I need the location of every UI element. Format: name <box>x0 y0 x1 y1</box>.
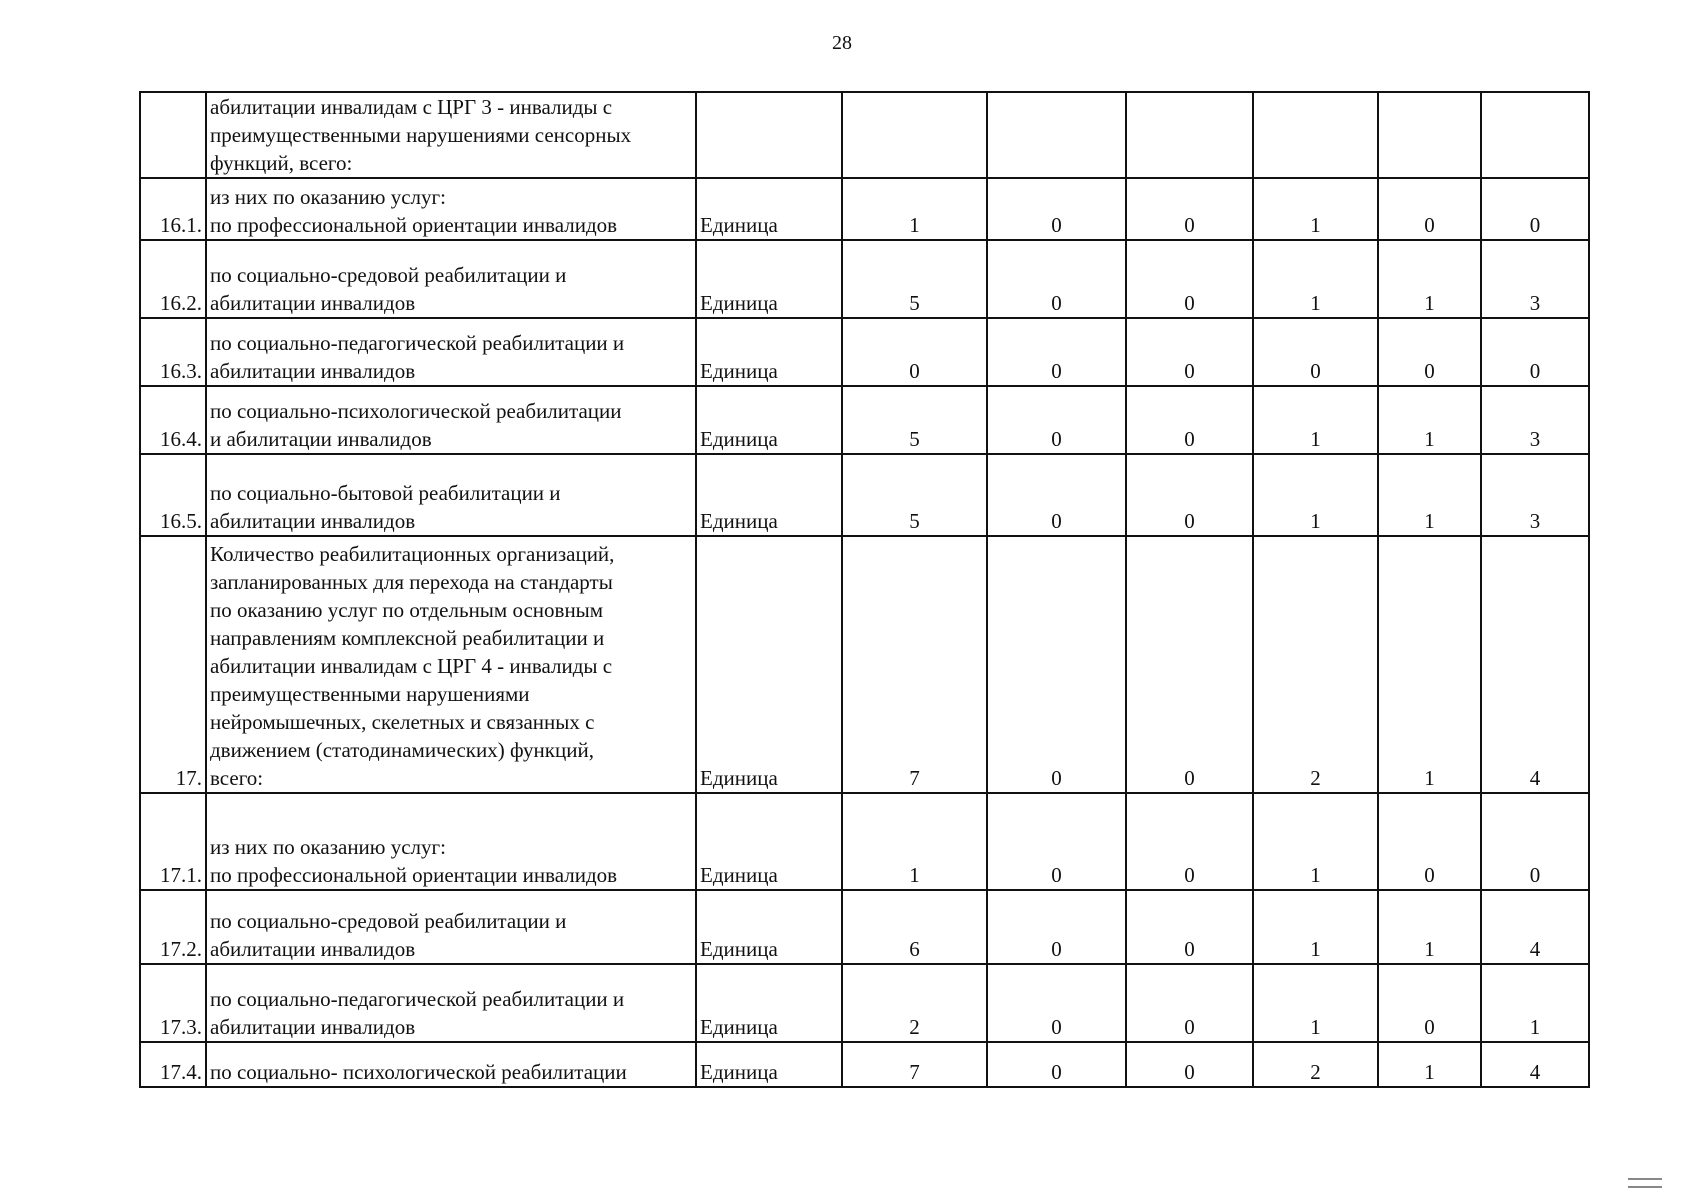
row-number: 16.5. <box>140 454 206 536</box>
description-line: функций, всего: <box>210 151 353 175</box>
row-number: 16.2. <box>140 240 206 318</box>
value-cell-4: 1 <box>1253 454 1378 536</box>
row-number: 16.1. <box>140 178 206 240</box>
row-unit: Единица <box>696 318 842 386</box>
value-cell-2: 0 <box>987 240 1126 318</box>
description-line: и абилитации инвалидов <box>210 427 432 451</box>
row-description <box>206 454 696 536</box>
row-unit: Единица <box>696 240 842 318</box>
description-line: абилитации инвалидов <box>210 1015 416 1039</box>
value-cell-6: 4 <box>1481 1042 1589 1087</box>
row-number: 17.1. <box>140 793 206 890</box>
description-line: по профессиональной ориентации инвалидов <box>210 213 618 237</box>
description-line: по социально-бытовой реабилитации и <box>210 481 561 505</box>
value-cell-6: 0 <box>1481 318 1589 386</box>
value-cell-2 <box>987 92 1126 178</box>
value-cell-5: 0 <box>1378 793 1481 890</box>
description-line: по социально- психологической реабилитации <box>210 1060 627 1084</box>
value-cell-5: 0 <box>1378 178 1481 240</box>
description-line: по социально-средовой реабилитации и <box>210 909 567 933</box>
row-number: 17.4. <box>140 1042 206 1087</box>
description-line: абилитации инвалидам с ЦРГ 4 - инвалиды с <box>210 654 613 678</box>
table-row <box>140 386 1589 454</box>
value-cell-1: 7 <box>842 1042 987 1087</box>
value-cell-4: 1 <box>1253 964 1378 1042</box>
value-cell-6: 3 <box>1481 454 1589 536</box>
value-cell-3: 0 <box>1126 454 1253 536</box>
value-cell-4 <box>1253 92 1378 178</box>
value-cell-3: 0 <box>1126 240 1253 318</box>
value-cell-2: 0 <box>987 454 1126 536</box>
value-cell-6: 0 <box>1481 178 1589 240</box>
row-description <box>206 92 696 178</box>
value-cell-1: 5 <box>842 454 987 536</box>
description-line: абилитации инвалидов <box>210 509 416 533</box>
value-cell-4: 2 <box>1253 1042 1378 1087</box>
description-line: по оказанию услуг по отдельным основным <box>210 598 604 622</box>
description-line: абилитации инвалидов <box>210 291 416 315</box>
row-unit: Единица <box>696 1042 842 1087</box>
value-cell-5: 1 <box>1378 386 1481 454</box>
value-cell-6: 0 <box>1481 793 1589 890</box>
row-number: 17.2. <box>140 890 206 964</box>
value-cell-3: 0 <box>1126 178 1253 240</box>
page-number: 28 <box>832 32 852 54</box>
value-cell-4: 2 <box>1253 536 1378 793</box>
value-cell-3: 0 <box>1126 793 1253 890</box>
description-line: направлениям комплексной реабилитации и <box>210 626 605 650</box>
value-cell-3: 0 <box>1126 318 1253 386</box>
value-cell-5: 1 <box>1378 1042 1481 1087</box>
row-description <box>206 1042 696 1087</box>
row-number: 17.3. <box>140 964 206 1042</box>
value-cell-2: 0 <box>987 178 1126 240</box>
description-line: по социально-психологической реабилитации <box>210 399 622 423</box>
value-cell-2: 0 <box>987 964 1126 1042</box>
value-cell-5: 1 <box>1378 240 1481 318</box>
table-row <box>140 240 1589 318</box>
value-cell-5: 1 <box>1378 890 1481 964</box>
row-unit: Единица <box>696 793 842 890</box>
description-line: запланированных для перехода на стандарты <box>210 570 613 594</box>
row-unit: Единица <box>696 386 842 454</box>
description-line: Количество реабилитационных организаций, <box>210 542 615 566</box>
row-unit: Единица <box>696 890 842 964</box>
value-cell-1: 5 <box>842 386 987 454</box>
description-line: преимущественными нарушениями сенсорных <box>210 123 632 147</box>
table-row <box>140 964 1589 1042</box>
row-description <box>206 793 696 890</box>
description-line: всего: <box>210 766 264 790</box>
value-cell-5: 0 <box>1378 964 1481 1042</box>
description-line: по социально-средовой реабилитации и <box>210 263 567 287</box>
value-cell-1: 5 <box>842 240 987 318</box>
row-description <box>206 178 696 240</box>
table-row <box>140 92 1589 178</box>
description-line: абилитации инвалидов <box>210 359 416 383</box>
value-cell-6: 3 <box>1481 386 1589 454</box>
value-cell-5 <box>1378 92 1481 178</box>
description-line: движением (статодинамических) функций, <box>210 738 594 762</box>
table-row <box>140 536 1589 793</box>
value-cell-6: 3 <box>1481 240 1589 318</box>
row-description <box>206 240 696 318</box>
table-row <box>140 454 1589 536</box>
value-cell-2: 0 <box>987 890 1126 964</box>
value-cell-3: 0 <box>1126 536 1253 793</box>
value-cell-3: 0 <box>1126 964 1253 1042</box>
description-line: по профессиональной ориентации инвалидов <box>210 863 618 887</box>
description-line: нейромышечных, скелетных и связанных с <box>210 710 595 734</box>
row-unit: Единица <box>696 454 842 536</box>
value-cell-5: 1 <box>1378 536 1481 793</box>
table-row <box>140 318 1589 386</box>
value-cell-6: 1 <box>1481 964 1589 1042</box>
value-cell-1: 1 <box>842 178 987 240</box>
description-line: из них по оказанию услуг: <box>210 185 446 209</box>
value-cell-1: 6 <box>842 890 987 964</box>
description-line: преимущественными нарушениями <box>210 682 530 706</box>
row-unit: Единица <box>696 178 842 240</box>
value-cell-3 <box>1126 92 1253 178</box>
description-line: из них по оказанию услуг: <box>210 835 446 859</box>
value-cell-4: 1 <box>1253 890 1378 964</box>
value-cell-2: 0 <box>987 318 1126 386</box>
description-line: по социально-педагогической реабилитации и <box>210 331 625 355</box>
row-description <box>206 890 696 964</box>
value-cell-3: 0 <box>1126 1042 1253 1087</box>
table-body <box>140 92 1589 1087</box>
value-cell-1: 1 <box>842 793 987 890</box>
value-cell-1: 0 <box>842 318 987 386</box>
scan-corner-mark <box>1628 1178 1662 1188</box>
value-cell-2: 0 <box>987 1042 1126 1087</box>
row-number: 16.4. <box>140 386 206 454</box>
value-cell-4: 1 <box>1253 240 1378 318</box>
row-unit: Единица <box>696 536 842 793</box>
row-unit <box>696 92 842 178</box>
value-cell-3: 0 <box>1126 386 1253 454</box>
row-unit: Единица <box>696 964 842 1042</box>
value-cell-2: 0 <box>987 536 1126 793</box>
table-row <box>140 178 1589 240</box>
value-cell-4: 1 <box>1253 178 1378 240</box>
description-line: по социально-педагогической реабилитации и <box>210 987 625 1011</box>
row-description <box>206 386 696 454</box>
description-line: абилитации инвалидам с ЦРГ 3 - инвалиды с <box>210 95 613 119</box>
value-cell-1: 2 <box>842 964 987 1042</box>
table-row <box>140 1042 1589 1087</box>
row-description <box>206 964 696 1042</box>
value-cell-6: 4 <box>1481 890 1589 964</box>
table-row <box>140 793 1589 890</box>
row-description <box>206 536 696 793</box>
value-cell-6 <box>1481 92 1589 178</box>
value-cell-5: 0 <box>1378 318 1481 386</box>
value-cell-2: 0 <box>987 793 1126 890</box>
value-cell-2: 0 <box>987 386 1126 454</box>
row-number: 17. <box>140 536 206 793</box>
row-number <box>140 92 206 178</box>
row-number: 16.3. <box>140 318 206 386</box>
row-description <box>206 318 696 386</box>
indicators-table <box>139 91 1590 1088</box>
value-cell-4: 1 <box>1253 386 1378 454</box>
description-line: абилитации инвалидов <box>210 937 416 961</box>
value-cell-6: 4 <box>1481 536 1589 793</box>
value-cell-1 <box>842 92 987 178</box>
value-cell-4: 0 <box>1253 318 1378 386</box>
value-cell-5: 1 <box>1378 454 1481 536</box>
value-cell-1: 7 <box>842 536 987 793</box>
value-cell-4: 1 <box>1253 793 1378 890</box>
value-cell-3: 0 <box>1126 890 1253 964</box>
table-row <box>140 890 1589 964</box>
